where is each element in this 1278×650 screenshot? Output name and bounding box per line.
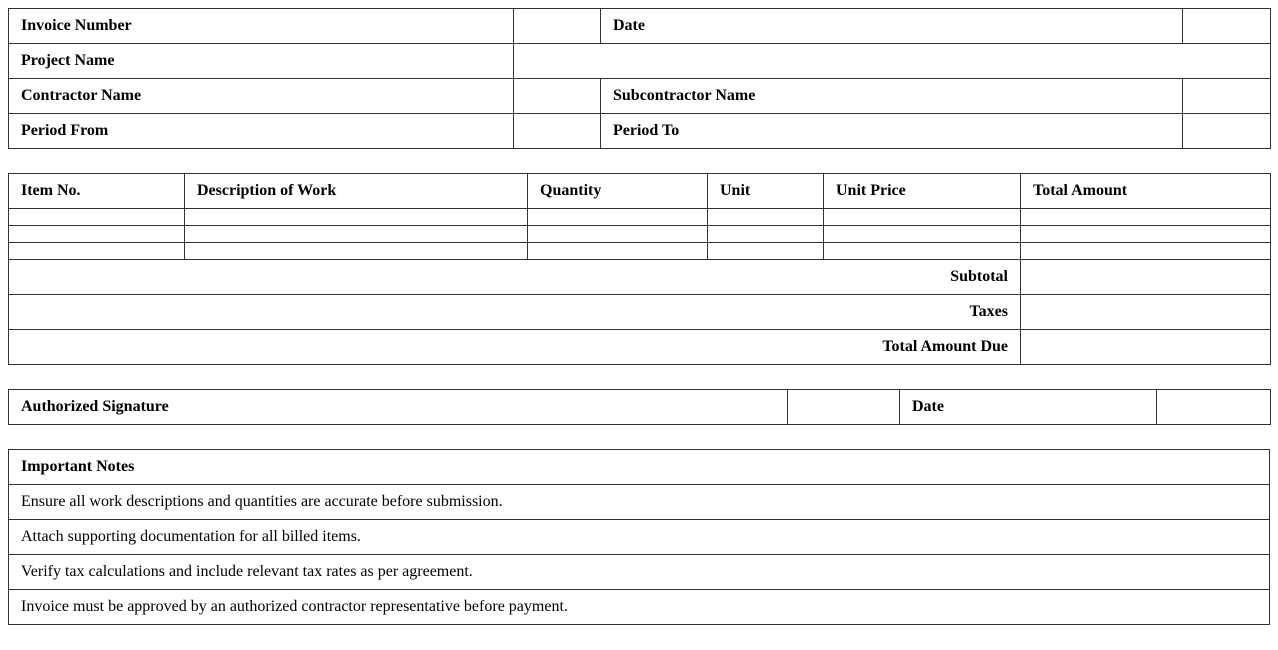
- taxes-row: [9, 295, 1271, 330]
- unit-cell[interactable]: [708, 209, 824, 226]
- subtotal-row: [9, 260, 1271, 295]
- column-header-total-amount: Total Amount: [1021, 174, 1271, 209]
- project-name-row: [9, 44, 1271, 79]
- date-field[interactable]: [1183, 9, 1271, 44]
- list-item: [9, 590, 1270, 625]
- period-to-field[interactable]: [1183, 114, 1271, 149]
- unit-price-cell[interactable]: [824, 243, 1021, 260]
- total-due-field[interactable]: [1021, 330, 1271, 365]
- invoice-number-label: Invoice Number: [9, 9, 514, 44]
- column-header-description: Description of Work: [185, 174, 528, 209]
- contractor-row: [9, 79, 1271, 114]
- period-row: [9, 114, 1271, 149]
- notes-title: Important Notes: [9, 450, 1270, 485]
- total-due-label: Total Amount Due: [9, 330, 1021, 365]
- contractor-name-label: Contractor Name: [9, 79, 514, 114]
- notes-header-row: [9, 450, 1270, 485]
- subcontractor-name-label: Subcontractor Name: [601, 79, 1183, 114]
- signature-date-label: Date: [900, 390, 1157, 425]
- period-to-label: Period To: [601, 114, 1183, 149]
- taxes-label: Taxes: [9, 295, 1021, 330]
- table-row: [9, 226, 1271, 243]
- table-row: [9, 209, 1271, 226]
- unit-cell[interactable]: [708, 243, 824, 260]
- table-row: [9, 243, 1271, 260]
- note-item: Invoice must be approved by an authorized contractor representative before payment.: [9, 590, 1270, 625]
- list-item: [9, 555, 1270, 590]
- unit-price-cell[interactable]: [824, 226, 1021, 243]
- item-no-cell[interactable]: [9, 226, 185, 243]
- total-amount-cell[interactable]: [1021, 243, 1271, 260]
- invoice-header-table: [8, 8, 1271, 149]
- invoice-number-row: [9, 9, 1271, 44]
- taxes-field[interactable]: [1021, 295, 1271, 330]
- authorized-signature-field[interactable]: [788, 390, 900, 425]
- total-amount-cell[interactable]: [1021, 226, 1271, 243]
- description-cell[interactable]: [185, 243, 528, 260]
- note-item: Attach supporting documentation for all billed items.: [9, 520, 1270, 555]
- description-cell[interactable]: [185, 226, 528, 243]
- important-notes-table: [8, 449, 1270, 625]
- list-item: [9, 485, 1270, 520]
- unit-cell[interactable]: [708, 226, 824, 243]
- signature-table: [8, 389, 1271, 425]
- note-item: Verify tax calculations and include relevant tax rates as per agreement.: [9, 555, 1270, 590]
- quantity-cell[interactable]: [528, 243, 708, 260]
- quantity-cell[interactable]: [528, 209, 708, 226]
- signature-date-field[interactable]: [1157, 390, 1271, 425]
- period-from-field[interactable]: [514, 114, 601, 149]
- description-cell[interactable]: [185, 209, 528, 226]
- total-amount-cell[interactable]: [1021, 209, 1271, 226]
- invoice-number-field[interactable]: [514, 9, 601, 44]
- list-item: [9, 520, 1270, 555]
- date-label: Date: [601, 9, 1183, 44]
- subtotal-label: Subtotal: [9, 260, 1021, 295]
- subtotal-field[interactable]: [1021, 260, 1271, 295]
- note-item: Ensure all work descriptions and quantities are accurate before submission.: [9, 485, 1270, 520]
- column-header-unit-price: Unit Price: [824, 174, 1021, 209]
- unit-price-cell[interactable]: [824, 209, 1021, 226]
- line-items-header-row: [9, 174, 1271, 209]
- authorized-signature-label: Authorized Signature: [9, 390, 788, 425]
- quantity-cell[interactable]: [528, 226, 708, 243]
- contractor-name-field[interactable]: [514, 79, 601, 114]
- column-header-item-no: Item No.: [9, 174, 185, 209]
- subcontractor-name-field[interactable]: [1183, 79, 1271, 114]
- signature-row: [9, 390, 1271, 425]
- item-no-cell[interactable]: [9, 209, 185, 226]
- line-items-table: [8, 173, 1271, 365]
- period-from-label: Period From: [9, 114, 514, 149]
- total-due-row: [9, 330, 1271, 365]
- column-header-quantity: Quantity: [528, 174, 708, 209]
- item-no-cell[interactable]: [9, 243, 185, 260]
- column-header-unit: Unit: [708, 174, 824, 209]
- project-name-label: Project Name: [9, 44, 514, 79]
- project-name-field[interactable]: [514, 44, 1271, 79]
